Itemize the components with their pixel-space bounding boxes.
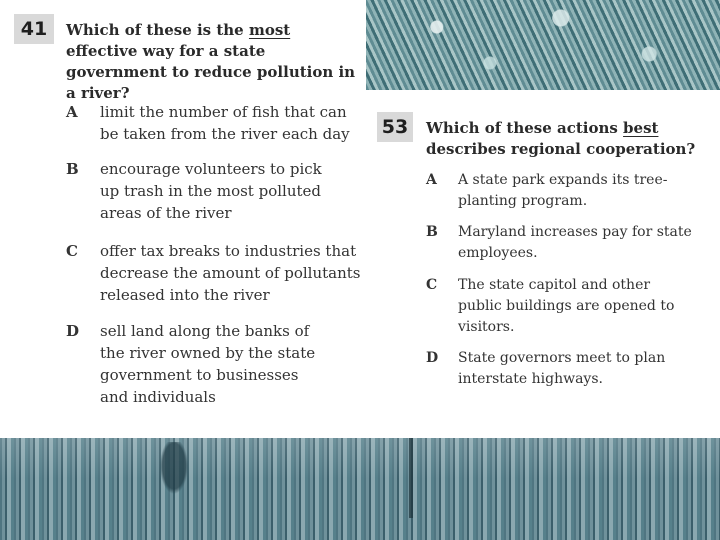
stem-text: effective way for a state government to reduce pollution in a river? <box>66 42 356 102</box>
option-text: offer tax breaks to industries that decrease the amount of pollutants released into the river <box>100 242 361 304</box>
option-letter: B <box>426 224 438 240</box>
option-letter: A <box>426 172 437 188</box>
rain-photo <box>0 438 720 540</box>
question-41-stem <box>66 20 361 104</box>
stem-emphasis: most <box>248 21 291 39</box>
option-text: encourage volunteers to pick up trash in the most polluted areas of the river <box>100 160 322 222</box>
person-silhouette <box>156 442 192 502</box>
question-53-number: 53 <box>377 112 413 142</box>
option-letter: C <box>66 242 78 260</box>
option-text: Maryland increases pay for state employees. <box>458 224 692 261</box>
lamp-pole <box>409 438 413 518</box>
option-letter: D <box>66 322 80 340</box>
option-text: A state park expands its tree-planting program. <box>458 172 668 209</box>
stem-text: Which of these actions <box>426 119 624 137</box>
option-letter: C <box>426 277 438 293</box>
question-53-stem <box>426 118 711 160</box>
option-text: The state capitol and other public buildings are opened to visitors. <box>458 277 675 335</box>
stem-text: describes regional cooperation? <box>426 140 696 158</box>
option-text: limit the number of fish that can be taken from the river each day <box>100 103 350 143</box>
option-text: sell land along the banks of the river owned by the state government to businesses and individuals <box>100 322 316 406</box>
option-letter: A <box>66 103 78 121</box>
question-41-number: 41 <box>14 14 54 44</box>
option-letter: B <box>66 160 79 178</box>
stem-emphasis: best <box>623 119 659 137</box>
stem-text: Which of these is the <box>66 21 249 39</box>
tree-photo <box>366 0 720 90</box>
option-letter: D <box>426 350 439 366</box>
option-text: State governors meet to plan interstate highways. <box>458 350 666 387</box>
